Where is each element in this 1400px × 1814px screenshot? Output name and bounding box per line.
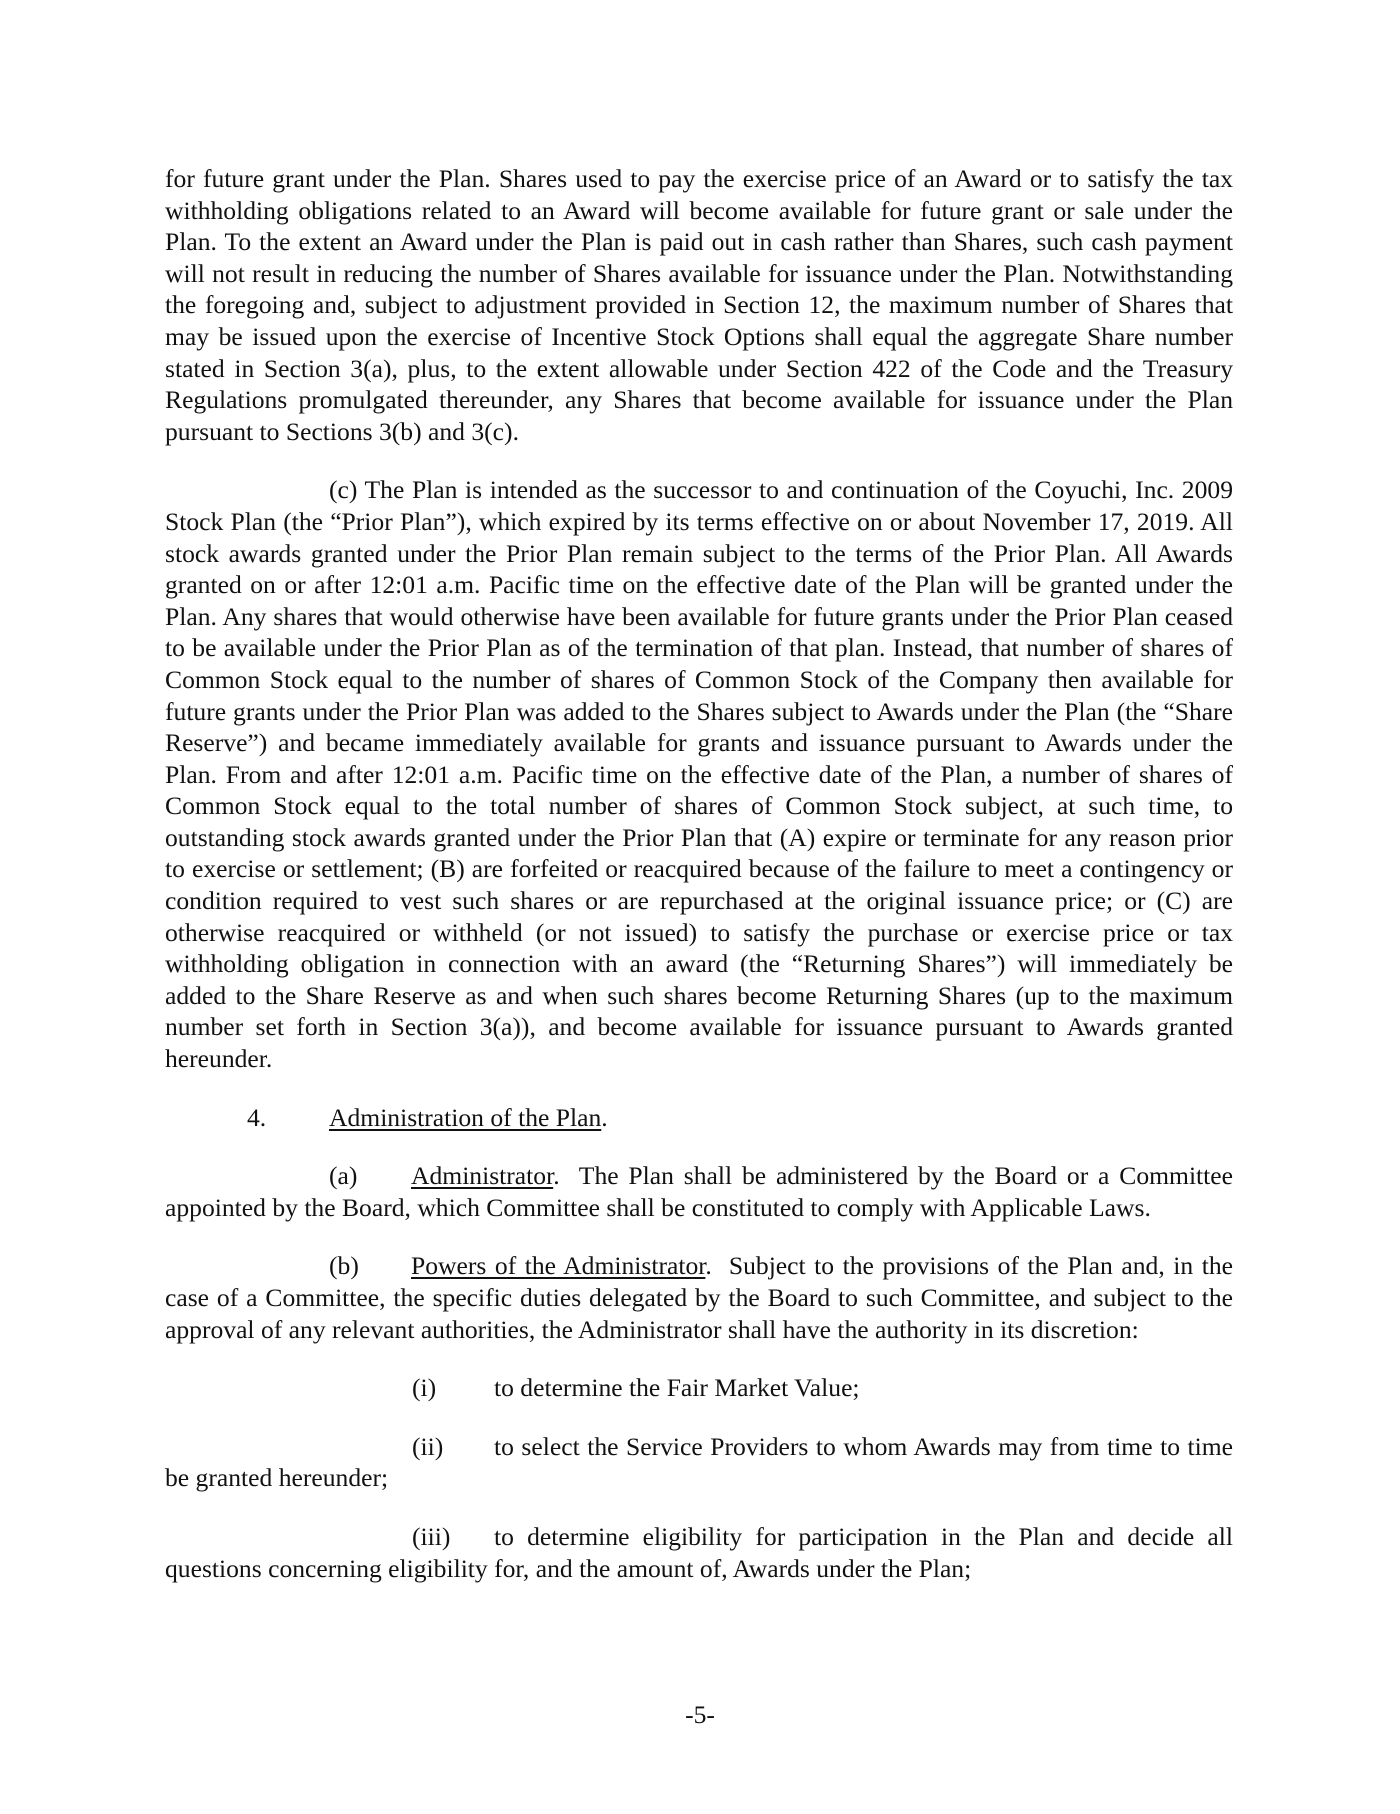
subsection-title-period: . [553,1161,560,1191]
section-number: 4. [247,1102,267,1132]
paragraph-4b [165,1250,1240,1345]
subsection-title: Administrator [411,1161,554,1191]
item-label: (i) [412,1373,437,1403]
section-title: Administration of the Plan [329,1102,602,1132]
list-item [165,1521,1233,1584]
list-item [165,1372,1233,1404]
subsection-label: (a) [329,1161,358,1191]
subsection-label: (b) [329,1251,359,1281]
subsection-title: Powers of the Administrator [411,1251,706,1281]
paragraph-4a [165,1160,1240,1223]
item-text: to select the Service Providers to whom Awards may from time to time be granted hereunder; [165,1431,1233,1493]
item-label: (iii) [412,1521,451,1551]
subsection-text: The Plan shall be administered by the Board or a Committee appointed by the Board, which Committee shall be constituted to comply with Applicable Laws. [165,1161,1240,1222]
page-number: -5- [685,1700,715,1729]
item-text: to determine eligibility for participation in the Plan and decide all questions concerning eligibility for, and the amount of, Awards under the Plan; [165,1521,1233,1583]
item-text: to determine the Fair Market Value; [494,1373,860,1403]
list-item [165,1431,1233,1494]
paragraph-3b-continuation: for future grant under the Plan. Shares used to pay the exercise price of an Award or to satisfy the tax withholding obligations related to an Award will become available for future grant or sale under the Plan. To the extent an Award under the Plan is paid out in cash rather than Shares, such cash payment will not result in reducing the number of Shares available for issuance under the Plan. Notwithstanding the foregoing and, subject to adjustment provided in Section 12, the maximum number of Shares that may be issued upon the exercise of Incentive Stock Options shall equal the aggregate Share number stated in Section 3(a), plus, to the extent allowable under Section 422 of the Code and the Treasury Regulations promulgated thereunder, any Shares that become available for issuance under the Plan pursuant to Sections 3(b) and 3(c). [165,164,1233,446]
section-4-heading [165,1102,1233,1134]
document-page [165,163,1240,1584]
section-title-period: . [601,1102,608,1132]
subsection-text: Subject to the provisions of the Plan and, in the case of a Committee, the specific duties delegated by the Board to such Committee, and subject to the approval of any relevant authorities, the Administrator shall have the authority in its discretion: [165,1251,1240,1344]
item-label: (ii) [412,1431,444,1461]
subsection-title-period: . [705,1251,712,1281]
paragraph-3c: (c) The Plan is intended as the successor to and continuation of the Coyuchi, Inc. 2009 Stock Plan (the “Prior Plan”), which expired by its terms effective on or about November 17, 2019. All stock awards granted under the Prior Plan remain subject to the terms of the Prior Plan. All Awards granted on or after 12:01 a.m. Pacific time on the effective date of the Plan will be granted under the Plan. Any shares that would otherwise have been available for future grants under the Prior Plan ceased to be available under the Prior Plan as of the termination of that plan. Instead, that number of shares of Common Stock equal to the number of shares of Common Stock of the Company then available for future grants under the Prior Plan was added to the Shares subject to Awards under the Plan (the “Share Reserve”) and became immediately available for grants and issuance pursuant to Awards under the Plan. From and after 12:01 a.m. Pacific time on the effective date of the Plan, a number of shares of Common Stock equal to the total number of shares of Common Stock subject, at such time, to outstanding stock awards granted under the Prior Plan that (A) expire or terminate for any reason prior to exercise or settlement; (B) are forfeited or reacquired because of the failure to meet a contingency or condition required to vest such shares or are repurchased at the original issuance price; or (C) are otherwise reacquired or withheld (or not issued) to satisfy the purchase or exercise price or tax withholding obligation in connection with an award (the “Returning Shares”) will immediately be added to the Share Reserve as and when such shares become Returning Shares (up to the maximum number set forth in Section 3(a)), and become available for issuance pursuant to Awards granted hereunder. [165,475,1233,1074]
